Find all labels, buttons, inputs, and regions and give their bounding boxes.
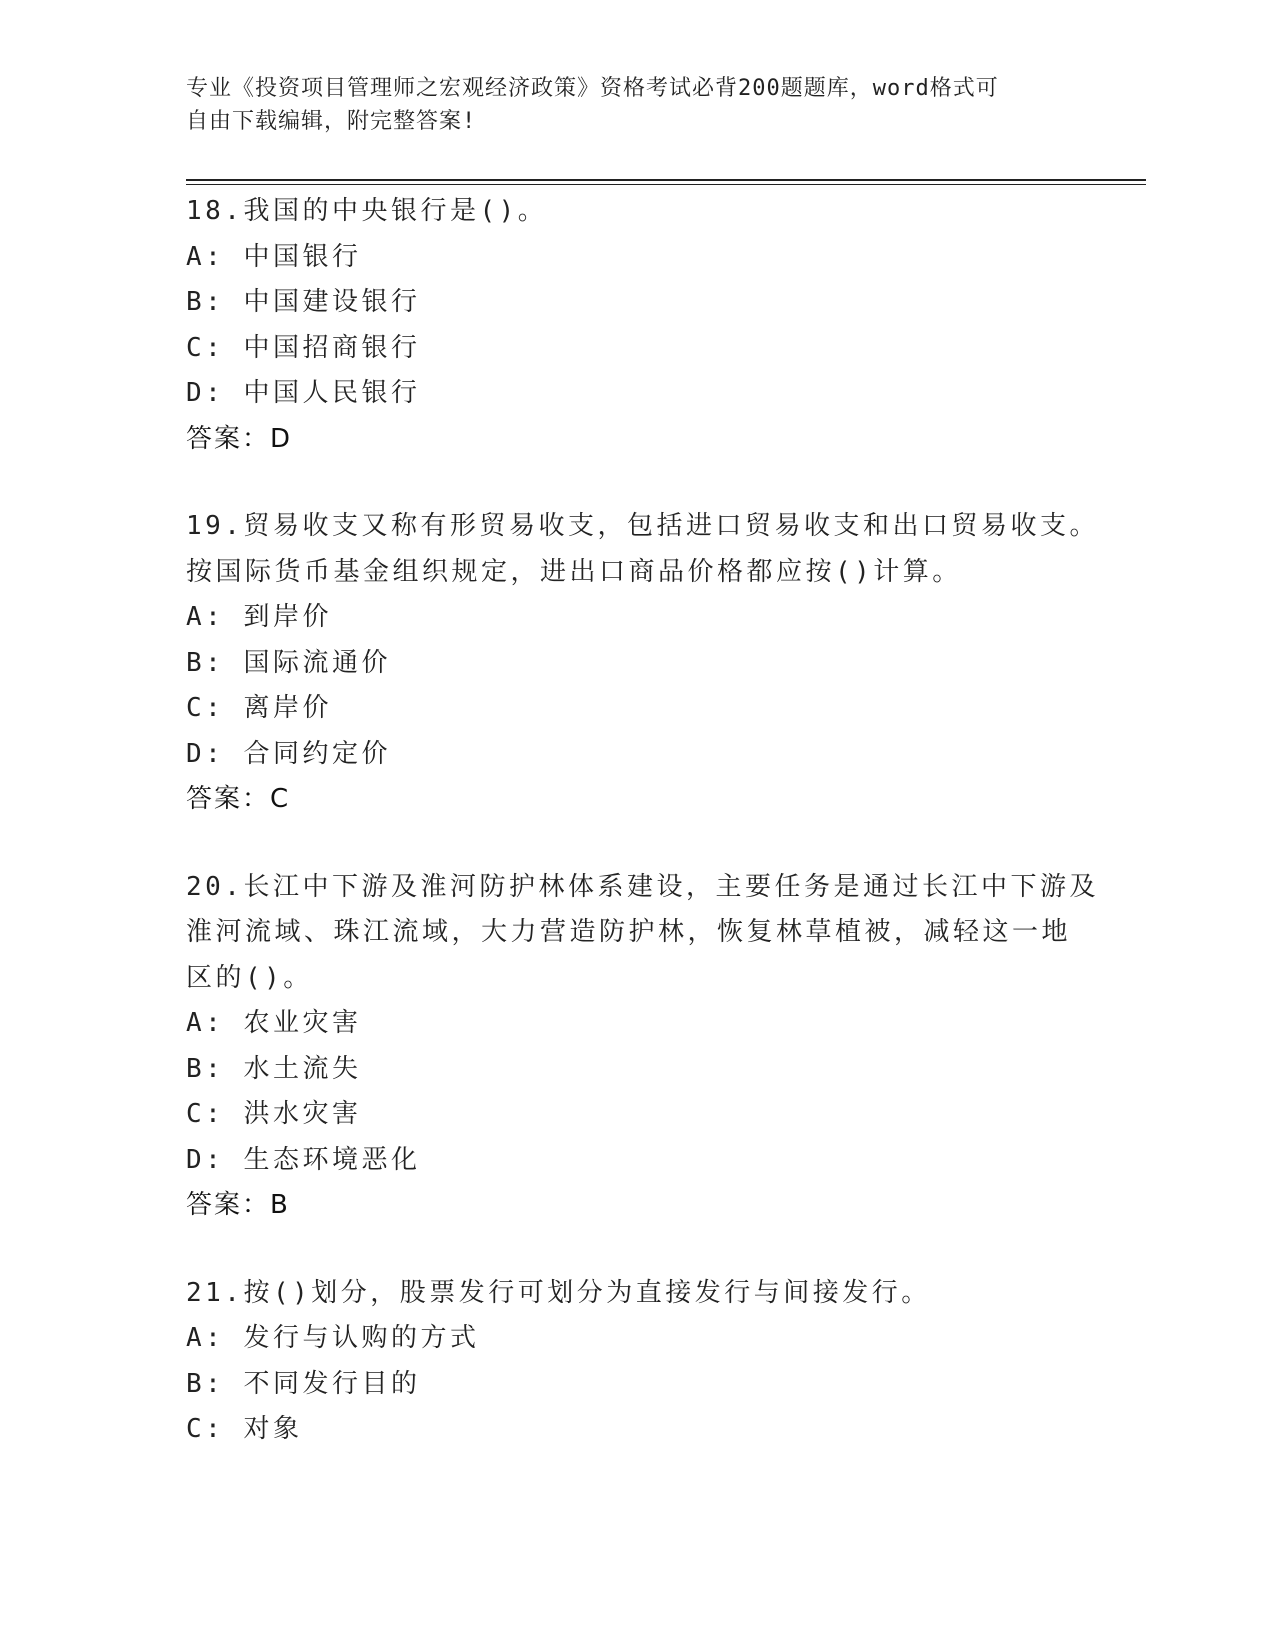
answer-line: 答案：D <box>186 423 293 454</box>
option-a: A: 中国银行 <box>186 241 362 272</box>
answer-line: 答案：B <box>186 1190 290 1220</box>
question-21 <box>186 1271 1086 1453</box>
question-stem: 按国际货币基金组织规定，进出口商品价格都应按()计算。 <box>186 556 962 587</box>
header-rule-thick <box>186 179 1146 181</box>
option-d: D: 合同约定价 <box>186 738 391 769</box>
option-b: B: 中国建设银行 <box>186 287 421 317</box>
document-header <box>186 72 1086 138</box>
option-c: C: 离岸价 <box>186 693 332 723</box>
question-20 <box>186 865 1099 1229</box>
option-c: C: 洪水灾害 <box>186 1099 362 1129</box>
question-stem: 区的()。 <box>186 962 313 993</box>
option-d: D: 中国人民银行 <box>186 378 421 408</box>
option-c: C: 对象 <box>186 1414 303 1444</box>
option-a: A: 发行与认购的方式 <box>186 1323 480 1353</box>
question-stem: 20.长江中下游及淮河防护林体系建设，主要任务是通过长江中下游及 <box>186 871 1099 902</box>
question-18 <box>186 189 1086 462</box>
header-line-2: 自由下载编辑，附完整答案! <box>186 109 477 134</box>
question-stem: 19.贸易收支又称有形贸易收支，包括进口贸易收支和出口贸易收支。 <box>186 511 1099 541</box>
option-b: B: 不同发行目的 <box>186 1368 421 1399</box>
question-stem: 18.我国的中央银行是()。 <box>186 196 548 226</box>
question-list <box>186 189 1099 1495</box>
option-a: A: 农业灾害 <box>186 1008 362 1038</box>
question-stem: 淮河流域、珠江流域，大力营造防护林，恢复林草植被，减轻这一地 <box>186 917 1072 947</box>
option-a: A: 到岸价 <box>186 602 332 632</box>
option-c: C: 中国招商银行 <box>186 332 421 363</box>
question-stem: 21.按()划分，股票发行可划分为直接发行与间接发行。 <box>186 1277 931 1308</box>
header-rule-thin <box>186 184 1146 185</box>
header-line-1: 专业《投资项目管理师之宏观经济政策》资格考试必背200题题库，word格式可 <box>186 76 999 101</box>
option-b: B: 国际流通价 <box>186 647 391 678</box>
question-19 <box>186 504 1099 823</box>
option-b: B: 水土流失 <box>186 1053 362 1084</box>
answer-line: 答案：C <box>186 784 291 814</box>
option-d: D: 生态环境恶化 <box>186 1144 421 1175</box>
